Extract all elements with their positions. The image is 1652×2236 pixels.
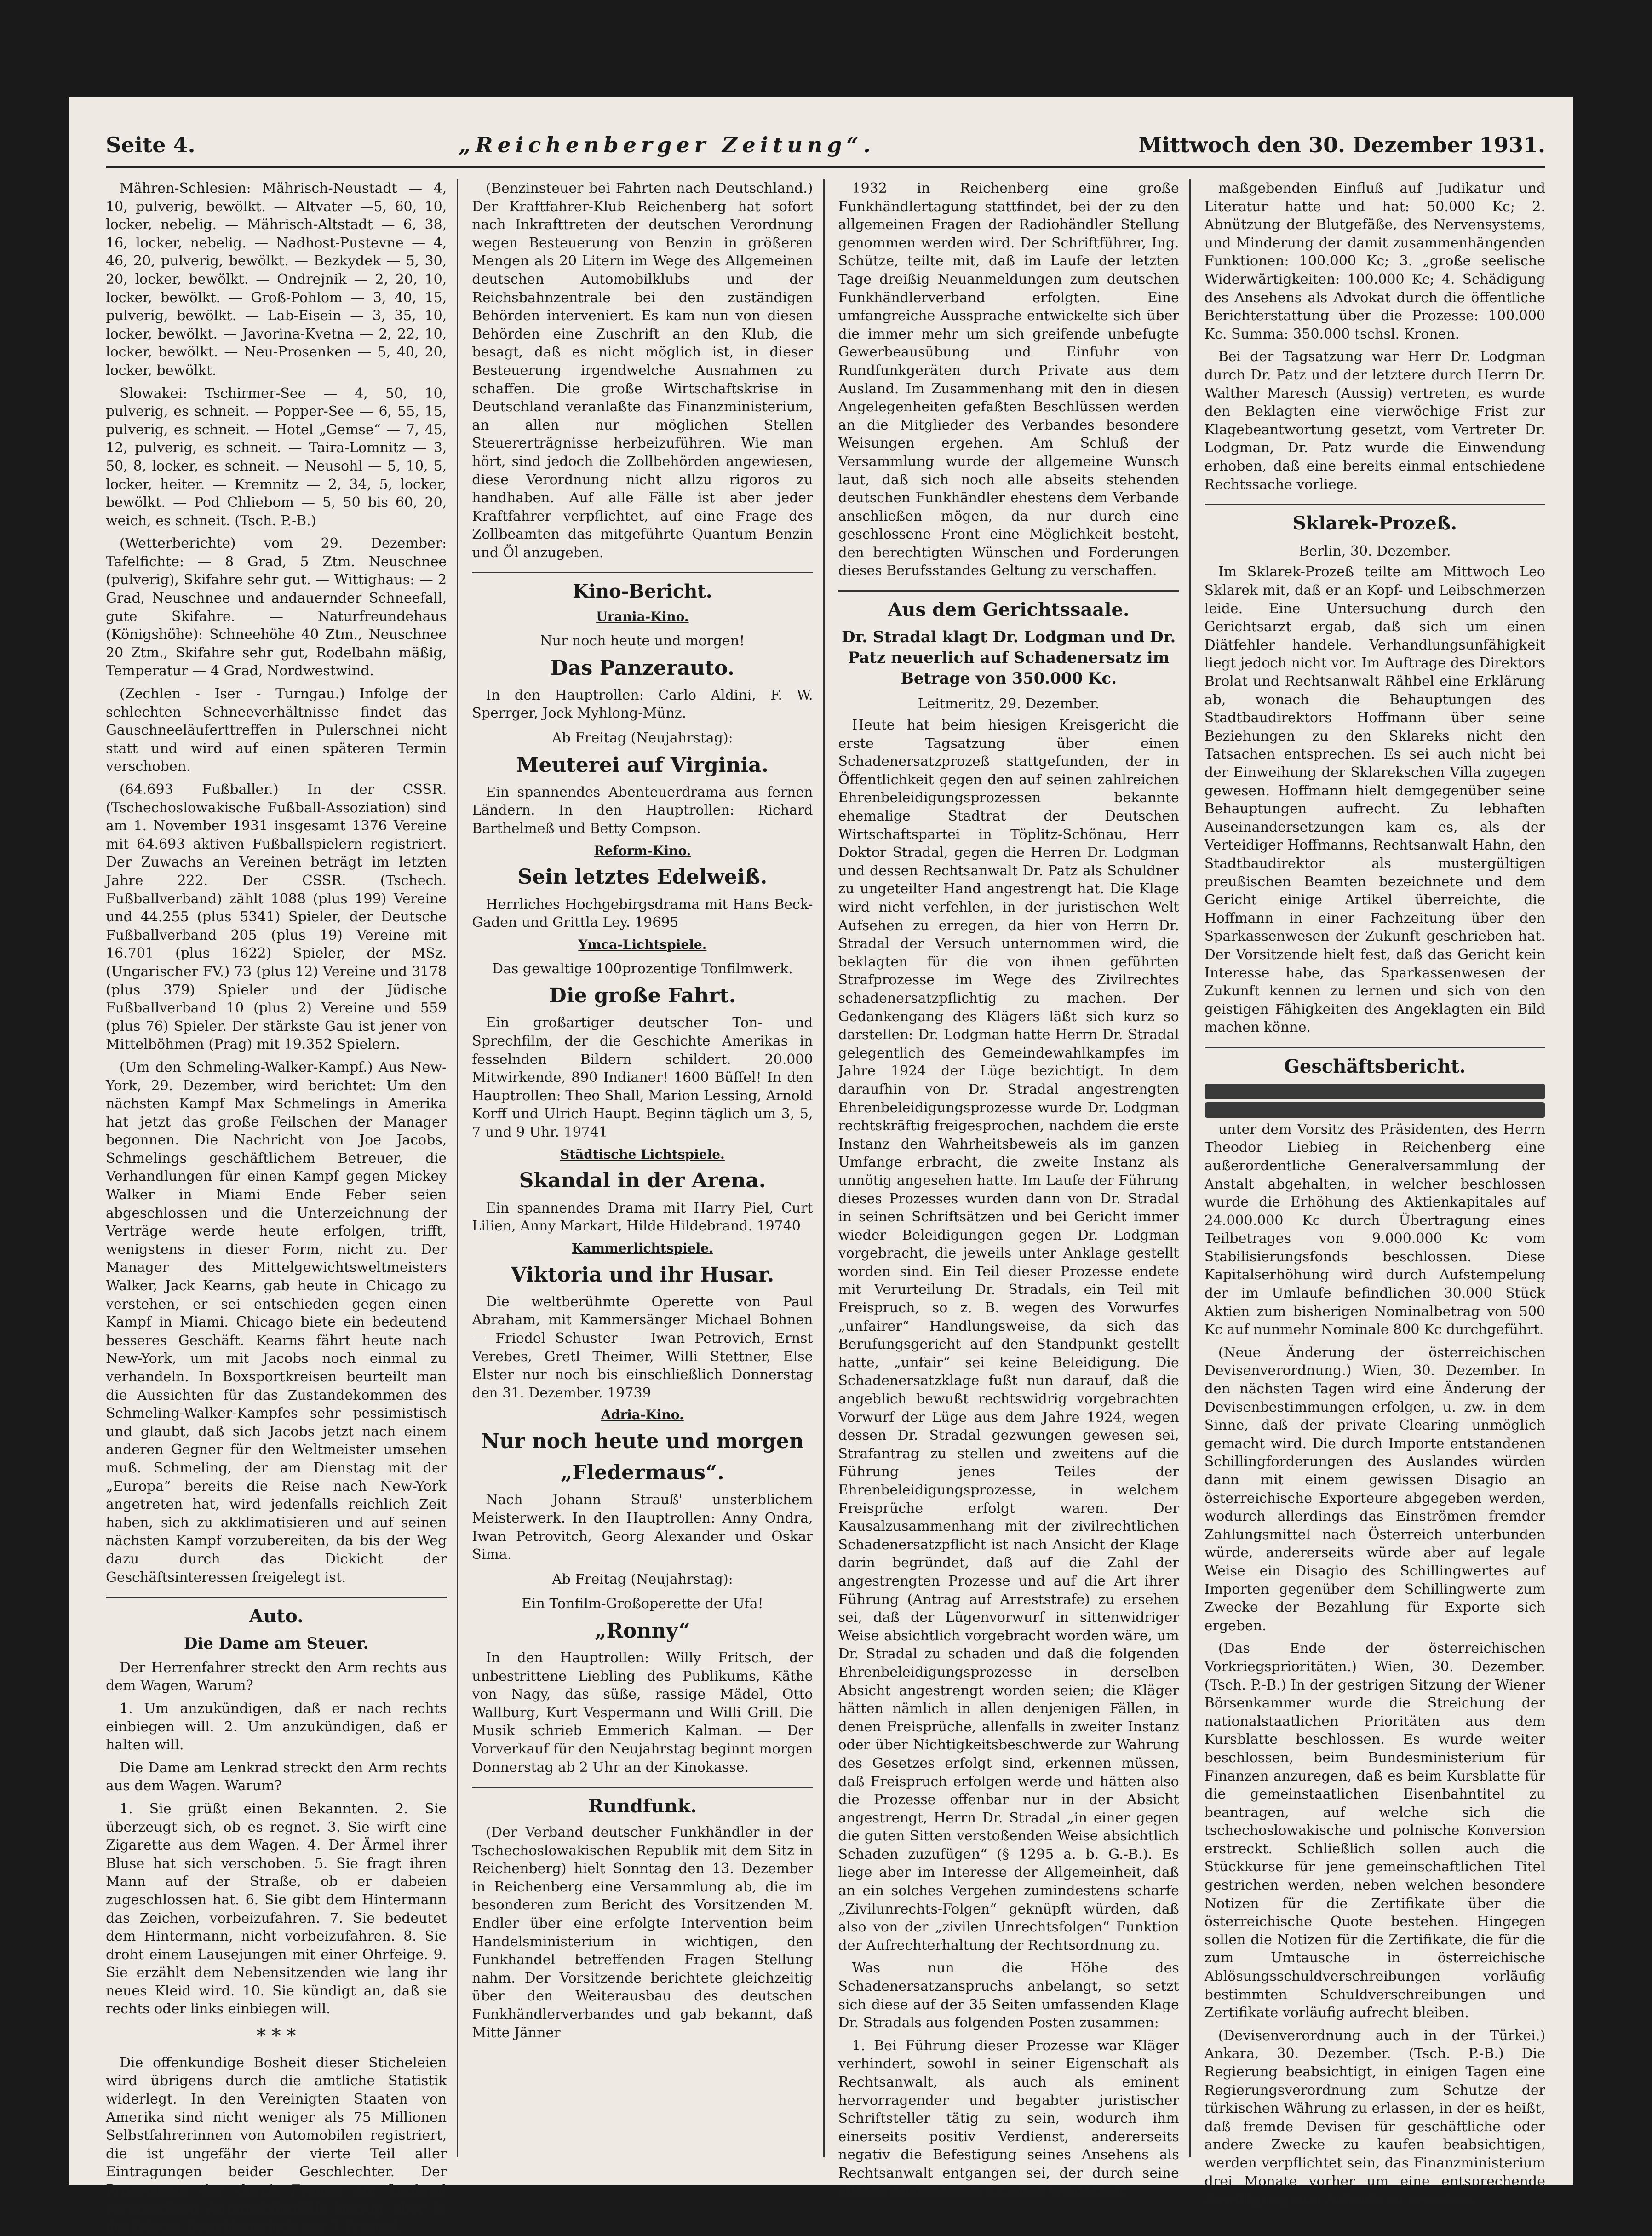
schmeling-article: (Um den Schmeling-Walker-Kampf.) Aus New-York, 29. Dezember, wird berichtet: Um den nächsten Kampf Max Schmelings in Amerika hat jetzt das große Feilschen der Manager begonnen. Die Nachricht von Joe Jacobs, Schmelings geschäftlichem Betreuer, die Verhandlungen für einen Kampf gegen Mickey Walker in Miami Ende Feber seien abgeschlossen und die Unterzeichnung der Verträge werde heute erfolgen, trifft, wenigstens in dieser Form, nicht zu. Der Manager des Mittelgewichtsweltmeisters Walker, Jack Kearns, gab heute in Chicago zu verstehen, er sei entschieden gegen einen Kampf in Miami. Chicago biete ein bedeutend besseres Geschäft. Kearns fährt heute nach New-York, um mit Jacobs noch einmal zu verhandeln. In Boxsportkreisen beurteilt man die Aussichten für das Zustandekommen des Schmeling-Walker-Kampfes sehr pessimistisch und glaubt, daß sich Jacobs jetzt nach einem anderen Gegner für den Weltmeister umsehen muß. Schmeling, der am Dienstag mit der „Europa“ bereits die Reise nach New-York angetreten hat, wird jedenfalls reichlich Zeit haben, sich zu akklimatisieren und auf seinen nächsten Kampf vorzubereiten, da bis der Weg dazu durch das Dickicht der Geschäftsinteressen freigelegt ist. [106,1059,447,1586]
cinema-note: Ab Freitag (Neujahrstag): [551,1571,733,1587]
cinema-note: Das gewaltige 100prozentige Tonfilmwerk. [492,960,793,977]
sklarek-article: Im Sklarek-Prozeß teilte am Mittwoch Leo Sklarek mit, daß er an Kopf- und Leibschmerzen leide. Eine Untersuchung durch den Gerichtsarzt ergab, daß sich um einen Diätfehler handele. Verhandlungsunfähigkeit liegt jedoch nicht vor. Im Auftrage des Direktors Brolat und Rechtsanwalt Rähbel eine Erklärung ab, wonach die Behauptungen des Stadtbaudirektors Hoffmann über seine Beziehungen zu den Sklareks nicht den Tatsachen entsprechen. Es sei auch nicht bei der Einweihung der Sklarekschen Villa zugegen gewesen. Hoffmann hielt demgegenüber seine Behauptungen aufrecht. Zu lebhaften Auseinandersetzungen kam es, als der Verteidiger Hoffmanns, Rechtsanwalt Hahn, den Stadtbaudirektor als mustergültigen preußischen Beamten bezeichnete und dem Gericht einige Artikel überreichte, die Hoffmann in einer Fachzeitung über den Sparkassenwesen der Zukunft geschrieben hat. Der Vorsitzende hielt fest, daß das Gericht kein Interesse habe, das Sparkassenwesen der Zukunft kennen zu lernen und sich von den geistigen Fähigkeiten des Angeklagten ein Bild machen könne. [1204,564,1545,1036]
film-description: Ein spannendes Drama mit Harry Piel, Curt Lilien, Anny Markart, Hilde Hildebrand. 19740 [472,1200,813,1235]
radio-article-continued: 1932 in Reichenberg eine große Funkhändlertagung stattfindet, bei der zu den allgemeinen Fragen der Radiohändler Stellung genommen werden wird. Der Schriftführer, Ing. Schütze, teilte mit, daß im Laufe der letzten Tage dreißig Neuanmeldungen zum deutschen Funkhändlerverband erfolgten. Eine umfangreiche Aussprache entwickelte sich über die immer mehr um sich greifende unbefugte Gewerbeausübung und Einfuhr von Rundfunkgeräten durch Private aus dem Ausland. Im Zusammenhang mit den in diesen Angelegenheiten gefaßten Beschlüssen werden an die Mitglieder des Verbandes besondere Weisungen ergehen. Am Schluß der Versammlung wurde der allgemeine Wunsch laut, daß sich noch alle abseits stehenden deutschen Funkhändler ehestens dem Verbande anschließen mögen, da nur durch eine geschlossene Front eine Möglichkeit besteht, den berechtigten Wünschen und Forderungen dieses Berufsstandes Geltung zu verschaffen. [838,180,1179,579]
sklarek-dateline: Berlin, 30. Dezember. [1299,543,1451,559]
business-article: unter dem Vorsitz des Präsidenten, des Herrn Theodor Liebieg in Reichenberg eine außerordentliche Generalversammlung der Anstalt abgehalten, in welcher beschlossen wurde die Erhöhung des Aktienkapitales auf 24.000.000 Kc durch Übertragung eines Teilbetrages von 9.000.000 Kc vom Stabilisierungsfonds beschlossen. Diese Kapitalserhöhung wird durch Aufstempelung der im Umlaufe befindlichen 30.000 Stück Aktien zum bisherigen Nominalbetrag von 500 Kc auf nunmehr Nominale 800 Kc durchgeführt. [1204,1121,1545,1338]
auto-paragraph: Die offenkundige Bosheit dieser Sticheleien wird übrigens durch die amtliche Statistik widerlegt. In den Vereinigten Staaten von Amerika sind nicht weniger als 75 Millionen Selbstfahrerinnen von Automobilen registriert, die ist ungefähr der vierte Teil aller Eintragungen beider Geschlechter. Der Prozentsatz der durch Frauen am Lenkrad verursachten Automobilunfälle betrug aber in der letzten Berichtsperiode nur 7 Prozent. [106,2054,447,2235]
court-paragraph: Heute hat beim hiesigen Kreisgericht die erste Tagsatzung über einen Schadenersatzprozeß stattgefunden, der in Öffentlichkeit gegen den auf seinen zahlreichen Ehrenbeleidigungsprozessen bekannte ehemalige Stadtrat der Deutschen Wirtschaftspartei in Töplitz-Schönau, Herr Doktor Stradal, gegen die Herren Dr. Lodgman und dessen Rechtsanwalt Dr. Patz als Schuldner zu ungeteilter Hand angestrengt hat. Die Klage wird nicht verfehlen, in der juristischen Welt Aufsehen zu erregen, da hier von Herrn Dr. Stradal der Versuch unternommen wird, die beklagten für die von ihnen geführten Strafprozesse im Wege des Zivilrechtes schadenersatzpflichtig zu machen. Der Gedankengang des Klägers läßt sich kurz so darstellen: Dr. Lodgman hatte Herrn Dr. Stradal gelegentlich des Gemeindewahlkampfes im Jahre 1924 der Lüge bezichtigt. In dem daraufhin von Dr. Stradal angestrengten Ehrenbeleidigungsprozesse wurde Dr. Lodgman rechtskräftig freigesprochen, nachdem die erste Instanz den Wahrheitsbeweis als im ganzen Umfange erbracht, die zweite Instanz als unnötig angesehen hatte. Im Laufe der Führung dieses Prozesses wurden dann von Dr. Stradal in seinen Schriftsätzen und bei Gericht immer wieder Beleidigungen gegen Dr. Lodgman vorgebracht, die jeweils unter Anklage gestellt worden sind. Ein Teil dieser Prozesse endete mit Verurteilung Dr. Stradals, ein Teil mit Freispruch, so z. B. wegen des Vorwurfes „unfairer“ Handlungsweise, da sich das Berufungsgericht auf den Standpunkt gestellt hatte, „unfair“ sei keine Beleidigung. Die Schadenersatzklage fußt nun darauf, daß die angeblich bewußt rechtswidrig vorgebrachten Vorwurf der Lüge aus dem Jahre 1924, wegen dessen Dr. Stradal gezwungen gewesen sei, Strafantrag zu stellen und zweitens auf die Führung jenes Teiles der Ehrenbeleidigungsprozesse, in welchem Freisprüche erfolgt waren. Der Kausalzusammenhang mit der zivilrechtlichen Schadenersatzpflicht ist nach Ansicht der Klage darin begründet, daß auf die Zahl der angestrengten Prozesse und auf die Art ihrer Führung (Antrag auf Arreststrafe) zu ersehen sei, daß der Lügenvorwurf in sittenwidriger Weise absichtlich vorgebracht worden wäre, um Dr. Stradal zu schaden und daß die folgenden Ehrenbeleidigungsprozesse in derselben Absicht angestrengt worden seien; die Kläger hätten nämlich in allen denjenigen Fällen, in denen Freisprüche, allenfalls in zweiter Instanz oder über Nichtigkeitsbeschwerde zur Wahrung des Gesetzes erfolgt sind, erkennen müssen, daß Freispruch erfolgen werde und hätten also die Prozesse offenbar nur in der Absicht angestrengt, Herrn Dr. Stradal „in einer gegen die guten Sitten verstoßenden Weise absichtlich Schaden zuzufügen“ (§ 1295 a. b. G.-B.). Es liege aber im Interesse der Allgemeinheit, daß an ein solches Vergehen zumindestens scharfe „Zivilunrechts-Folgen“ geknüpft würden, daß also von der „zivilen Unrechtsfolgen“ Funktion der Aufrechterhaltung der Rechtsordnung zu. [838,717,1179,1954]
illegible-redaction [1205,1084,1545,1099]
sklarek-heading: Sklarek-Prozeß. [1205,504,1545,536]
film-title: Viktoria und ihr Husar. [511,1263,774,1287]
page-header [106,124,1545,168]
film-description: Herrliches Hochgebirgsdrama mit Hans Beck-Gaden und Grittla Ley. 19695 [472,896,813,931]
auto-heading: Auto. [106,1597,447,1629]
issue-date: Mittwoch den 30. Dezember 1931. [1138,132,1545,157]
snow-report-maehren: Mähren-Schlesien: Mährisch-Neustadt — 4, 10, pulverig, bewölkt. — Altvater —5, 60, 10, locker, nebelig. — Mährisch-Altstadt — 6, 38, 16, locker, nebelig. — Nadhost-Pustevne — 4, 46, 20, pulverig, bewölkt. — Bezkydek — 5, 30, 20, locker, bewölkt. — Ondrejnik — 2, 20, 10, locker, bewölkt. — Groß-Pohlom — 3, 40, 15, pulverig, bewölkt. — Lab-Eisein — 3, 35, 10, locker, bewölkt. — Javorina-Kvetna — 2, 22, 10, locker, bewölkt. — Neu-Prosenken — 5, 40, 20, locker, bewölkt. [106,180,447,379]
radio-heading: Rundfunk. [472,1787,813,1819]
film-title: „Fledermaus“. [561,1461,724,1485]
film-title: Die große Fahrt. [549,984,736,1008]
film-title: Das Panzerauto. [550,656,734,680]
page-number: Seite 4. [106,132,195,157]
cinema-name: Städtische Lichtspiele. [560,1146,725,1162]
film-title: Meuterei auf Virginia. [516,753,769,777]
business-heading: Geschäftsbericht. [1205,1047,1545,1079]
section-ornament: * * * [256,2025,296,2047]
film-description: Die weltberühmte Operette von Paul Abraham, mit Kammersänger Michael Bohnen — Friedel Schuster — Iwan Petrovich, Ernst Verebes, Gretl Theimer, Willi Stettner, Else Elster nur noch bis einschließlich Donnerstag den 31. Dezember. 19739 [472,1293,813,1401]
court-dateline: Leitmeritz, 29. Dezember. [918,696,1100,713]
column-1 [106,179,458,2235]
court-paragraph: Bei der Tagsatzung war Herr Dr. Lodgman durch Dr. Patz und der letztere durch Herrn Dr. Walther Maresch (Aussig) vertreten, es wurde den Beklagten eine vierwöchige Frist zur Klagebeantwortung gesetzt, vom Vertreter Dr. Lodgman, Dr. Patz wurde die Einwendung erhoben, daß eine bereits einmal entschiedene Rechtssache vorliege. [1204,349,1545,493]
cinema-name: Kammerlichtspiele. [571,1240,713,1256]
columns [106,179,1545,2235]
film-title: Skandal in der Arena. [519,1169,766,1193]
film-description: Nach Johann Strauß' unsterblichem Meisterwerk. In den Hauptrollen: Anny Ondra, Iwan Petrovitch, Georg Alexander und Oskar Sima. [472,1492,813,1563]
cinema-name: Reform-Kino. [594,843,691,858]
film-description: Ein spannendes Abenteuerdrama aus fernen Ländern. In den Hauptrollen: Richard Barthelmeß und Betty Compson. [472,784,813,837]
cinema-note: Ein Tonfilm-Großoperette der Ufa! [522,1596,763,1612]
film-description: In den Hauptrollen: Willy Fritsch, der unbestrittene Liebling des Publikums, Käthe von Nagy, das süße, rassige Mädel, Otto Wallburg, Kurt Vespermann und Willi Grill. Die Musik schrieb Emmerich Kalman. — Der Vorverkauf für den Neujahrstag beginnt morgen Donnerstag ab 2 Uhr an der Kinokasse. [472,1650,813,1776]
cinema-heading: Kino-Bericht. [472,572,813,604]
priorities-article: (Das Ende der österreichischen Vorkriegsprioritäten.) Wien, 30. Dezember. (Tsch. P.-B.) In der gestrigen Sitzung der Wiener Börsenkammer wurde die Streichung der nationalstaatlichen Prioritäten aus dem Kursblatte beschlossen. Es wurde weiter beschlossen, beim Bundesministerium für Finanzen anzuregen, daß es beim Kursblatte für die gemeinstaatlichen Eisenbahntitel zu beantragen, auf welche sich die tschechoslowakische und polnische Konversion erstreckt. Schließlich sollen auch die Stückkurse für jene gemeinschaftlichen Titel gestrichen werden, neben welchen besondere Notizen für die Zertifikate über die österreichische Quote bestehen. Hingegen sollen die Notizen für die Zertifikate, die für die zum Umtausche in österreichische Ablösungsschuldverschreibungen vorläufig bestimmten Schuldverschreibungen und Zertifikate vorläufig aufrecht bleiben. [1204,1640,1545,2021]
newspaper-page [69,97,1573,2235]
cinema-note: Nur noch heute und morgen! [540,633,745,650]
court-subheading: Dr. Stradal klagt Dr. Lodgman und Dr. Patz neuerlich auf Schadenersatz im Betrage von 350.000 Kc. [841,627,1176,688]
film-cast: In den Hauptrollen: Carlo Aldini, F. W. Sperrger, Jock Myhlong-Münz. [472,687,813,722]
football-article: (64.693 Fußballer.) In der CSSR. (Tschechoslowakische Fußball-Assoziation) sind am 1. November 1931 insgesamt 1376 Vereine mit 64.693 aktiven Fußballspielern registriert. Der Zuwachs an Vereinen beträgt im letzten Jahre 222. Der CSSR. (Tschech. Fußballverband) zählt 1088 (plus 199) Vereine und 44.255 (plus 5341) Spieler, der Deutsche Fußballverband 205 (plus 19) Vereine mit 16.701 (plus 1622) Spieler, der MSz. (Ungarischer FV.) 73 (plus 12) Vereine und 3178 (plus 379) Spieler und der Jüdische Fußballverband 10 (plus 2) Vereine und 559 (plus 76) Spieler. Der stärkste Gau ist jener von Mittelböhmen (Prag) mit 19.352 Spielern. [106,782,447,1053]
weather-report: (Wetterberichte) vom 29. Dezember: Tafelfichte: — 8 Grad, 5 Ztm. Neuschnee (pulverig), Skifahre sehr gut. — Wittighaus: — 2 Grad, Neuschnee und andauernder Schneefall, gute Skifahre. — Naturfreundehaus (Königshöhe): Schneehöhe 40 Ztm., Neuschnee 20 Ztm., Skifahre sehr gut, Rodelbahn mäßig, Temperatur — 4 Grad, Nordwestwind. [106,535,447,679]
auto-paragraph: 1. Um anzukündigen, daß er nach rechts einbiegen will. 2. Um anzukündigen, daß er halten will. [106,1700,447,1753]
currency-article: (Neue Änderung der österreichischen Devisenverordnung.) Wien, 30. Dezember. In den nächsten Tagen wird eine Änderung der Devisenbestimmungen erfolgen, u. zw. in dem Sinne, daß der private Clearing unmöglich gemacht wird. Die durch Importe entstandenen Schillingforderungen des Auslandes würden dann mit einem gewissen Disagio an österreichische Exporteure abgegeben werden, wodurch allerdings das Einströmen fremder Zahlungsmittel nach Österreich unterbunden würde, andererseits würde aber auf legale Weise ein Disagio des Schillingwertes auf Importen gegenüber dem Schillingwerte zum Zwecke der Bezahlung für Exporte sich ergeben. [1204,1344,1545,1634]
auto-paragraph: Die Dame am Lenkrad streckt den Arm rechts aus dem Wagen. Warum? [106,1759,447,1794]
turkey-article: (Devisenverordnung auch in der Türkei.) Ankara, 30. Dezember. (Tsch. P.-B.) Die Regierung beabsichtigt, in einigen Tagen eine Regierungsverordnung zum Schutze der türkischen Währung zu erlassen, in der es heißt, daß fremde Devisen für geschäftliche oder andere Zwecke zu kaufen beabsichtigen, werden verpflichtet sein, das Finanzministerium drei Monate vorher um eine entsprechende Bewilligung zum Ankaufe zu ersuchen. [1204,2027,1545,2208]
benzin-article: (Benzinsteuer bei Fahrten nach Deutschland.) Der Kraftfahrer-Klub Reichenberg hat sofort nach Inkrafttreten der deutschen Verordnung wegen Besteuerung von Benzin in größeren Mengen als 20 Litern im Wege des Allgemeinen deutschen Automobilklubs und der Reichsbahnzentrale bei den zuständigen Behörden interveniert. Es kam nun von diesen Behörden eine Zuschrift an den Klub, die besagt, daß es nicht möglich ist, in dieser Besteuerung irgendwelche Ausnahmen zu schaffen. Die große Wirtschaftskrise in Deutschland veranlaßte das Finanzministerium, an allen nur möglichen Stellen Steuererträgnisse herbeizuführen. Wie man hört, sind jedoch die Zollbehörden angewiesen, diese Verordnung nicht allzu rigoros zu handhaben. Auf alle Fälle ist aber jeder Kraftfahrer verpflichtet, auf eine Frage des Zollbeamten das mitgeführte Quantum Benzin und Öl anzugeben. [472,180,813,561]
cinema-name: Urania-Kino. [596,609,689,625]
auto-paragraph: 1. Sie grüßt einen Bekannten. 2. Sie überzeugt sich, ob es regnet. 3. Sie wirft eine Zigarette aus dem Wagen. 4. Der Ärmel ihrer Bluse hat sich verschoben. 5. Sie fragt ihren Mann auf der Straße, ob er dabeien zugeschlossen hat. 6. Sie gibt dem Hintermann das Zeichen, vorbeizufahren. 7. Sie bedeutet dem Hintermann, nicht vorbeizufahren. 8. Sie droht einem Lausejungen mit einer Ohrfeige. 9. Sie erzählt dem Nebensitzenden wie lang ihr neues Kleid wird. 10. Sie kündigt an, daß sie rechts oder links einbiegen will. [106,1800,447,2018]
court-article-continued: maßgebenden Einfluß auf Judikatur und Literatur hatte und hat: 50.000 Kc; 2. Abnützung der Blutgefäße, des Nervensystems, und Minderung der damit zusammenhängenden Funktionen: 100.000 Kc; 3. „große seelische Widerwärtigkeiten: 100.000 Kc; 4. Schädigung des Ansehens als Advokat durch die öffentliche Berichterstattung über die Prozesse: 100.000 Kc. Summa: 350.000 tschsl. Kronen. [1204,180,1545,342]
film-title: „Ronny“ [595,1619,690,1643]
snow-report-slowakei: Slowakei: Tschirmer-See — 4, 50, 10, pulverig, es schneit. — Popper-See — 6, 55, 15, pulverig, es schneit. — Hotel „Gemse“ — 7, 45, 12, pulverig, es schneit. — Taira-Lomnitz — 3, 50, 8, locker, es schneit. — Neusohl — 5, 10, 5, locker, heiter. — Kremnitz — 2, 34, 5, locker, bewölkt. — Pod Chliebom — 5, 50 bis 60, 20, weich, es schneit. (Tsch. P.-B.) [106,385,447,529]
film-description: Ein großartiger deutscher Ton- und Sprechfilm, der die Geschichte Amerikas in fesselnden Bildern schildert. 20.000 Mitwirkende, 890 Indianer! 1600 Büffel! In den Hauptrollen: Theo Shall, Marion Lessing, Arnold Korff und Ulrich Haupt. Beginn täglich um 3, 5, 7 und 9 Uhr. 19741 [472,1015,813,1140]
cinema-name: Ymca-Lichtspiele. [578,937,707,952]
masthead: „Reichenberger Zeitung“. [458,132,876,157]
column-3 [838,179,1191,2200]
auto-paragraph: Der Herrenfahrer streckt den Arm rechts aus dem Wagen, Warum? [106,1659,447,1694]
court-paragraph: 1. Bei Führung dieser Prozesse war Kläger verhindert, sowohl in seiner Eigenschaft als Rechtsanwalt, als auch als eminent hervorragender und begabter juristischer Schriftsteller tätig zu sein, wodurch ihm einerseits positiv Verdienst, andererseits negativ die Befestigung seines Ansehens als Rechtsanwalt entgangen sei, der durch seine allseits anerkannten Arbeiten wiederholt [838,2037,1179,2200]
cinema-note: Nur noch heute und morgen [481,1430,804,1454]
illegible-redaction [1205,1102,1545,1118]
court-heading: Aus dem Gerichtssaale. [838,590,1179,622]
column-2 [472,179,824,2157]
zechlen-notice: (Zechlen - Iser - Turngau.) Infolge der schlechten Schneeverhältnisse findet das Gauschneeläuferttreffen in Pulerschnei nicht statt und wird auf einen späteren Termin verschoben. [106,686,447,775]
radio-article: (Der Verband deutscher Funkhändler in der Tschechoslowakischen Republik mit dem Sitz in Reichenberg) hielt Sonntag den 13. Dezember in Reichenberg eine Versammlung ab, die im besonderen zum Bericht des Vorsitzenden M. Endler über eine erfolgte Intervention beim Handelsministerium in wichtigen, den Funkhandel betreffenden Fragen Stellung nahm. Der Vorsitzende berichtete gleichzeitig über den Weiterausbau des deutschen Funkhändlerverbandes und gab bekannt, daß Mitte Jänner [472,1824,813,2041]
column-4 [1204,179,1545,2208]
cinema-name: Adria-Kino. [601,1407,684,1423]
auto-subheading: Die Dame am Steuer. [184,1634,369,1653]
film-title: Sein letztes Edelweiß. [517,865,768,889]
cinema-note: Ab Freitag (Neujahrstag): [551,730,733,747]
court-paragraph: Was nun die Höhe des Schadenersatzanspruchs anbelangt, so setzt sich diese auf der 35 Seiten umfassenden Klage Dr. Stradals aus folgenden Posten zusammen: [838,1960,1179,2031]
